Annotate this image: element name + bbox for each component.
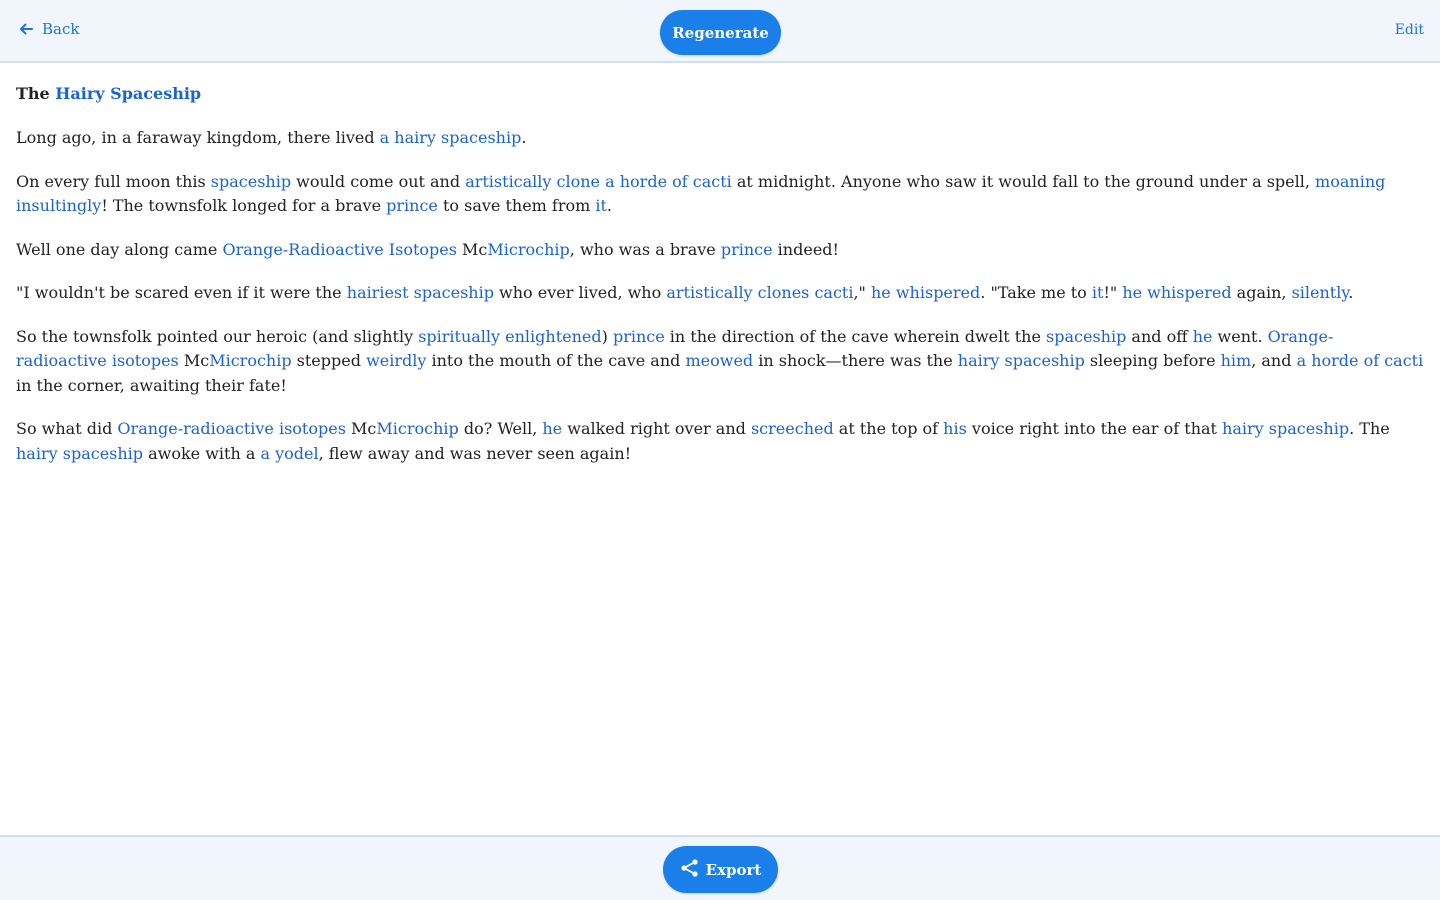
highlighted-word: he [542,419,563,438]
highlighted-word: a horde of cacti [1296,351,1424,370]
story-text: Mc [178,351,210,370]
story-text: On every full moon this [16,171,211,191]
story-text: into the mouth of the cave and [426,351,686,370]
arrow-left-icon [18,21,34,37]
story-text: . The [1349,419,1390,438]
export-label: Export [705,860,762,879]
story-text: in the direction of the cave wherein dwelt the [664,326,1047,346]
story-text: in shock—there was the [753,351,958,370]
highlighted-word: Orange-radioactive isotopes [117,419,346,438]
highlighted-word: Microchip [487,239,570,259]
story-text: at the top of [833,419,944,438]
story-text: , who was a brave [569,239,721,259]
story-text: . "Take me to [980,283,1092,302]
highlighted-word: his [943,419,967,438]
highlighted-word: he whispered [871,283,981,302]
story-text: So what did [16,419,118,438]
story-text: to save them from [437,196,596,215]
highlighted-word: artistically clones cacti [666,283,854,302]
highlighted-word: weirdly [366,351,427,370]
story-text: walked right over and [562,419,751,438]
story-text: ," [853,283,871,302]
story-text: at midnight. Anyone who saw it would fall to the ground under a spell, [731,171,1316,191]
story-paragraph-1 [16,126,1424,151]
highlighted-word: Orange-radioactive isotopes [16,326,1334,370]
story-text: . [521,128,527,147]
story-text: Mc [345,419,377,438]
story-text: do? Well, [458,419,543,438]
highlighted-word: Hairy Spaceship [55,84,202,103]
story-text: voice right into the ear of that [966,419,1223,438]
highlighted-word: Microchip [376,419,459,438]
highlighted-word: silently [1291,283,1349,302]
bottom-bar [0,835,1440,900]
story-text: ) [601,326,613,346]
story-text: in the corner, awaiting their fate! [16,375,287,395]
story-text: The [16,84,56,103]
story-text: awoke with a [143,443,261,463]
back-label: Back [42,20,80,38]
regenerate-button[interactable]: Regenerate [660,10,781,55]
highlighted-word: hairy spaceship [16,443,144,463]
highlighted-word: prince [386,196,438,215]
story-text: who ever lived, who [493,283,667,302]
story-text: Long ago, in a faraway kingdom, there lived [16,128,380,147]
story-text: "I wouldn't be scared even if it were the [16,283,347,302]
edit-button[interactable]: Edit [1394,22,1424,38]
highlighted-word: he [1192,326,1213,346]
highlighted-word: spaceship [1046,326,1127,346]
story-text: again, [1231,283,1292,302]
story-content [16,80,1424,485]
story-text: stepped [291,351,367,370]
highlighted-word: spaceship [210,171,292,191]
story-paragraph-5 [16,325,1424,399]
story-text: , and [1251,351,1297,370]
story-text: ! The townsfolk longed for a brave [101,196,387,215]
story-text: So the townsfolk pointed our heroic (and slightly [16,326,419,346]
highlighted-word: moaning insultingly [16,171,1386,215]
story-text: Well one day along came [16,239,223,259]
story-paragraph-3 [16,238,1424,263]
highlighted-word: he whispered [1122,283,1232,302]
story-text: Mc [456,239,488,259]
highlighted-word: it [595,196,607,215]
highlighted-word: artistically clone a horde of cacti [465,171,732,191]
highlighted-word: it [1091,283,1104,302]
highlighted-word: spiritually enlightened [418,326,602,346]
highlighted-word: Orange-Radioactive Isotopes [222,239,457,259]
highlighted-word: hairiest spaceship [346,283,494,302]
story-text: indeed! [772,239,839,259]
highlighted-word: meowed [685,351,754,370]
highlighted-word: prince [612,326,665,346]
highlighted-word: hairy spaceship [1222,419,1350,438]
story-text: and off [1126,326,1193,346]
story-text: . [1348,283,1354,302]
story-text: went. [1212,326,1268,346]
story-paragraph-4 [16,281,1424,306]
story-text: !" [1103,283,1123,302]
highlighted-word: a yodel [260,443,319,463]
highlighted-word: screeched [750,419,834,438]
story-paragraph-2 [16,170,1424,219]
story-text: sleeping before [1084,351,1221,370]
back-button[interactable] [18,20,79,38]
highlighted-word: Microchip [209,351,292,370]
story-paragraph-6 [16,417,1424,466]
highlighted-word: a hairy spaceship [379,128,522,147]
top-app-bar [0,0,1440,63]
highlighted-word: hairy spaceship [957,351,1085,370]
story-text: , flew away and was never seen again! [318,443,632,463]
story-text: . [606,196,613,215]
highlighted-word: him [1220,351,1252,370]
export-button[interactable] [663,846,778,893]
story-title [16,80,1424,108]
story-text: would come out and [291,171,466,191]
highlighted-word: prince [720,239,773,259]
share-icon [680,858,700,882]
